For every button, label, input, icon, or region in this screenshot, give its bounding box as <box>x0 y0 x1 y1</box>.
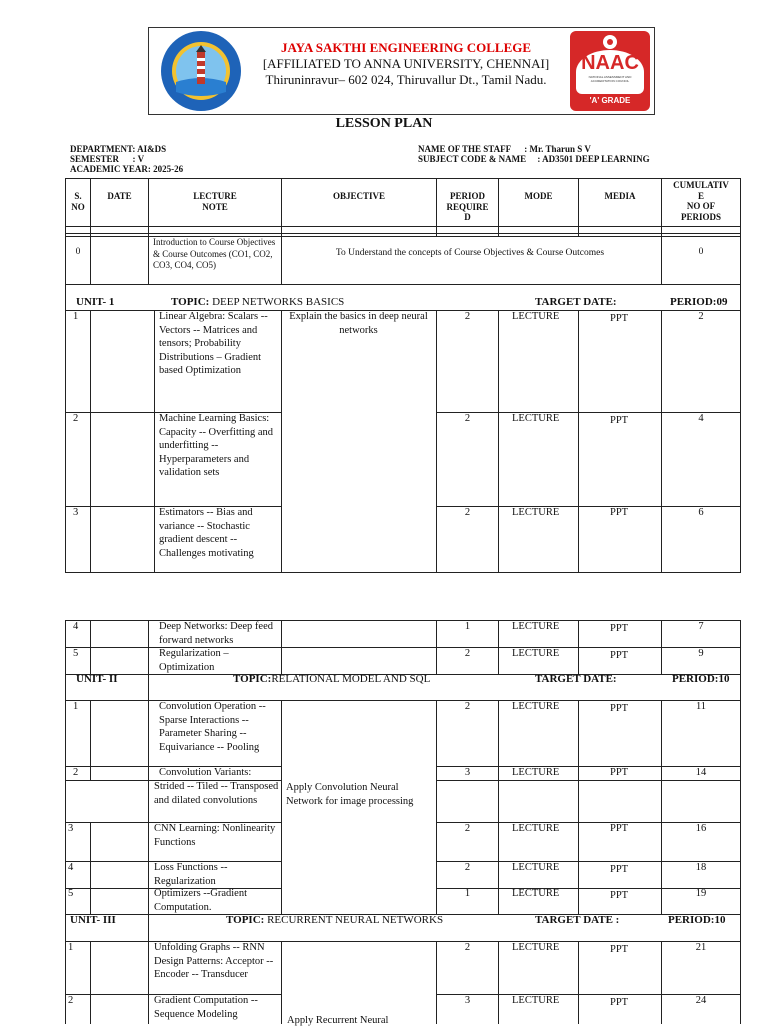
unit2-topic: TOPIC:RELATIONAL MODEL AND SQL <box>233 673 431 685</box>
department: DEPARTMENT: AI&DS <box>70 144 167 154</box>
col-cumulative: CUMULATIV E NO OF PERIODS <box>673 180 729 222</box>
unit1-topic: TOPIC: DEEP NETWORKS BASICS <box>171 296 345 308</box>
col-mode: MODE <box>524 191 553 201</box>
meta-right <box>418 144 650 164</box>
unit3-period: PERIOD:10 <box>668 914 726 926</box>
address: Thiruninravur– 602 024, Thiruvallur Dt., Tamil Nadu. <box>265 72 547 87</box>
college-name: JAYA SAKTHI ENGINEERING COLLEGE <box>280 40 532 55</box>
staff-name: NAME OF THE STAFF : Mr. Tharun S V <box>418 144 591 154</box>
affiliation: [AFFILIATED TO ANNA UNIVERSITY, CHENNAI] <box>262 56 550 71</box>
col-media: MEDIA <box>604 191 636 201</box>
unit3-objective: Apply Recurrent Neural <box>287 1015 389 1026</box>
intro-cumulative: 0 <box>698 247 704 257</box>
meta-left <box>70 144 183 174</box>
unit1-target-date: TARGET DATE: <box>535 296 617 308</box>
col-sno: S. NO <box>71 191 85 212</box>
subject: SUBJECT CODE & NAME : AD3501 DEEP LEARNING <box>418 154 650 164</box>
semester: SEMESTER : V <box>70 154 145 164</box>
col-lecture-note: LECTURE NOTE <box>193 191 237 212</box>
unit3-label: UNIT- III <box>70 914 116 926</box>
col-period: PERIOD REQUIRE D <box>446 191 489 222</box>
unit1-objective: Explain the basics in deep neural networks <box>289 311 428 336</box>
naac-text: NAAC <box>581 52 639 74</box>
academic-year: ACADEMIC YEAR: 2025-26 <box>70 164 184 174</box>
college-info <box>250 40 562 88</box>
naac-logo <box>566 28 654 114</box>
col-date: DATE <box>107 191 132 201</box>
col-objective: OBJECTIVE <box>332 191 385 201</box>
unit3-topic: TOPIC: RECURRENT NEURAL NETWORKS <box>226 914 444 926</box>
college-logo <box>160 30 242 112</box>
naac-caption: NATIONAL ASSESSMENT AND ACCREDITATION COUNCIL <box>588 75 632 83</box>
intro-objective: To Understand the concepts of Course Objectives & Course Outcomes <box>335 248 605 258</box>
unit2-period: PERIOD:10 <box>672 673 730 685</box>
unit2-target-date: TARGET DATE: <box>535 673 617 685</box>
unit3-target-date: TARGET DATE : <box>535 914 620 926</box>
unit2-label: UNIT- II <box>76 673 118 685</box>
unit1-label: UNIT- 1 <box>76 296 115 308</box>
page-title: LESSON PLAN <box>335 116 433 131</box>
intro-lecture: Introduction to Course Objectives & Course Outcomes (CO1, CO2, CO3, CO4, CO5) <box>153 237 276 270</box>
naac-grade: 'A' GRADE <box>589 96 631 105</box>
unit1-period: PERIOD:09 <box>670 296 728 308</box>
unit2-objective: Apply Convolution Neural Network for image processing <box>286 782 414 807</box>
intro-sno: 0 <box>75 247 81 257</box>
